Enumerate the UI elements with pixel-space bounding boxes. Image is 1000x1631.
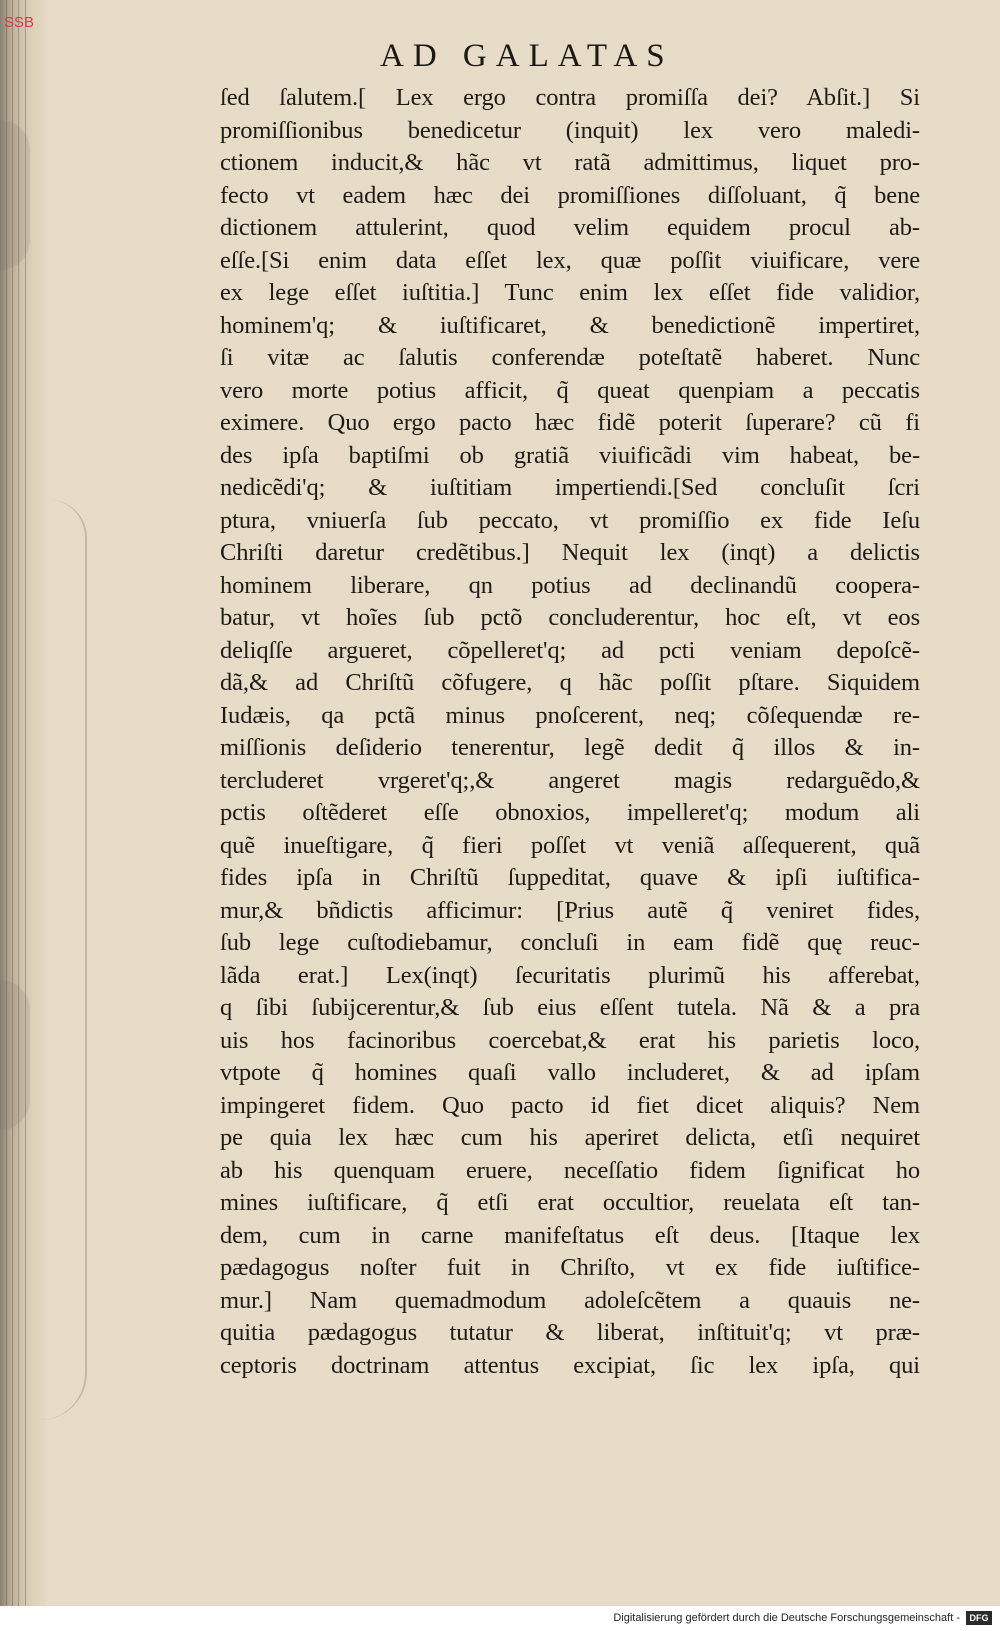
text-line: ceptoris doctrinam attentus excipiat, ſic lex ipſa, qui [220, 1351, 920, 1379]
text-line: vtpote q̃ homines quaſi vallo includeret, & ad ipſam [220, 1059, 920, 1086]
text-line: hominem liberare, qn potius ad declinandũ coopera- [220, 571, 920, 599]
footer-credit: Digitalisierung gefördert durch die Deutsche Forschungsgemeinschaft - [613, 1612, 960, 1624]
text-line: ex lege eſſet iuſtitia.] Tunc enim lex eſſet fide validior, [220, 279, 920, 306]
text-line: ſi vitæ ac ſalutis conferendæ poteſtatẽ haberet. Nunc [220, 344, 920, 371]
text-line: pe quia lex hæc cum his aperiret delicta, etſi nequiret [220, 1124, 920, 1151]
text-line: lãda erat.] Lex(inqt) ſecuritatis plurimũ his afferebat, [220, 961, 920, 989]
text-line: mur.] Nam quemadmodum adoleſcẽtem a quauis ne- [220, 1286, 920, 1314]
text-line: dictionem attulerint, quod velim equidem procul ab- [220, 214, 920, 241]
text-line: quẽ inueſtigare, q̃ fieri poſſet vt veniã aſſequerent, quã [220, 831, 920, 859]
text-line: deliqſſe argueret, cõpelleret'q; ad pcti veniam depoſcẽ- [220, 636, 920, 664]
text-line: q ſibi ſubijcerentur,& ſub eius eſſent tutela. Nã & a pra [220, 994, 920, 1021]
text-line: fecto vt eadem hæc dei promiſſiones diſſoluant, q̃ bene [220, 181, 920, 209]
library-mark: SSB [4, 14, 35, 31]
text-line: fides ipſa in Chriſtũ ſuppeditat, quave & ipſi iuſtifica- [220, 864, 920, 891]
text-line: nedicẽdi'q; & iuſtitiam impertiendi.[Sed concluſit ſcri [220, 474, 920, 501]
text-line: uis hos facinoribus coercebat,& erat his parietis loco, [220, 1026, 920, 1054]
body-text [220, 82, 920, 1382]
fold-shadow [40, 500, 87, 1420]
footer-bar [0, 1606, 1000, 1631]
text-line: dem, cum in carne manifeſtatus eſt deus. [Itaque lex [220, 1221, 920, 1249]
text-line: des ipſa baptiſmi ob gratiã viuificãdi vim habeat, be- [220, 441, 920, 469]
text-line: Chriſti daretur credẽtibus.] Nequit lex (inqt) a delictis [220, 539, 920, 566]
text-line: promiſſionibus benedicetur (inquit) lex vero maledi- [220, 116, 920, 144]
text-line: quitia pædagogus tutatur & liberat, inſtituit'q; vt præ- [220, 1319, 920, 1346]
text-line: impingeret fidem. Quo pacto id fiet dicet aliquis? Nem [220, 1091, 920, 1119]
text-line: mines iuſtificare, q̃ etſi erat occultior, reuelata eſt tan- [220, 1189, 920, 1216]
text-line: pædagogus noſter fuit in Chriſto, vt ex fide iuſtifice- [220, 1254, 920, 1281]
text-line: eſſe.[Si enim data eſſet lex, quæ poſſit viuificare, vere [220, 246, 920, 274]
text-line: ptura, vniuerſa ſub peccato, vt promiſſio ex fide Ieſu [220, 506, 920, 534]
text-line: eximere. Quo ergo pacto hæc fidẽ poterit ſuperare? cũ fi [220, 409, 920, 436]
running-head: AD GALATAS [380, 38, 674, 74]
text-line: pctis oſtẽderet eſſe obnoxios, impelleret'q; modum ali [220, 799, 920, 826]
text-line: ſub lege cuſtodiebamur, concluſi in eam fidẽ quę reuc- [220, 929, 920, 956]
text-line: mur,& bñdictis afficimur: [Prius autẽ q̃ veniret fides, [220, 896, 920, 924]
text-line: tercluderet vrgeret'q;,& angeret magis redarguẽdo,& [220, 766, 920, 794]
text-line: batur, vt hoĩes ſub pctõ concluderentur, hoc eſt, vt eos [220, 604, 920, 631]
text-line: Iudæis, qa pctã minus pnoſcerent, neq; cõſequendæ re- [220, 701, 920, 729]
text-line: hominem'q; & iuſtificaret, & benedictionẽ impertiret, [220, 311, 920, 339]
text-line: ctionem inducit,& hãc vt ratã admittimus, liquet pro- [220, 149, 920, 176]
text-line: ſed ſalutem.[ Lex ergo contra promiſſa dei? Abſit.] Si [220, 84, 920, 111]
text-line: dã,& ad Chriſtũ cõfugere, q hãc poſſit pſtare. Siquidem [220, 669, 920, 696]
text-line: miſſionis deſiderio tenerentur, legẽ dedit q̃ illos & in- [220, 734, 920, 761]
text-line: ab his quenquam eruere, neceſſatio fidem ſignificat ho [220, 1156, 920, 1184]
clip-shadow [0, 120, 30, 270]
clip-shadow [0, 980, 30, 1130]
text-line: vero morte potius afficit, q̃ queat quenpiam a peccatis [220, 376, 920, 404]
dfg-logo: DFG [966, 1611, 992, 1625]
